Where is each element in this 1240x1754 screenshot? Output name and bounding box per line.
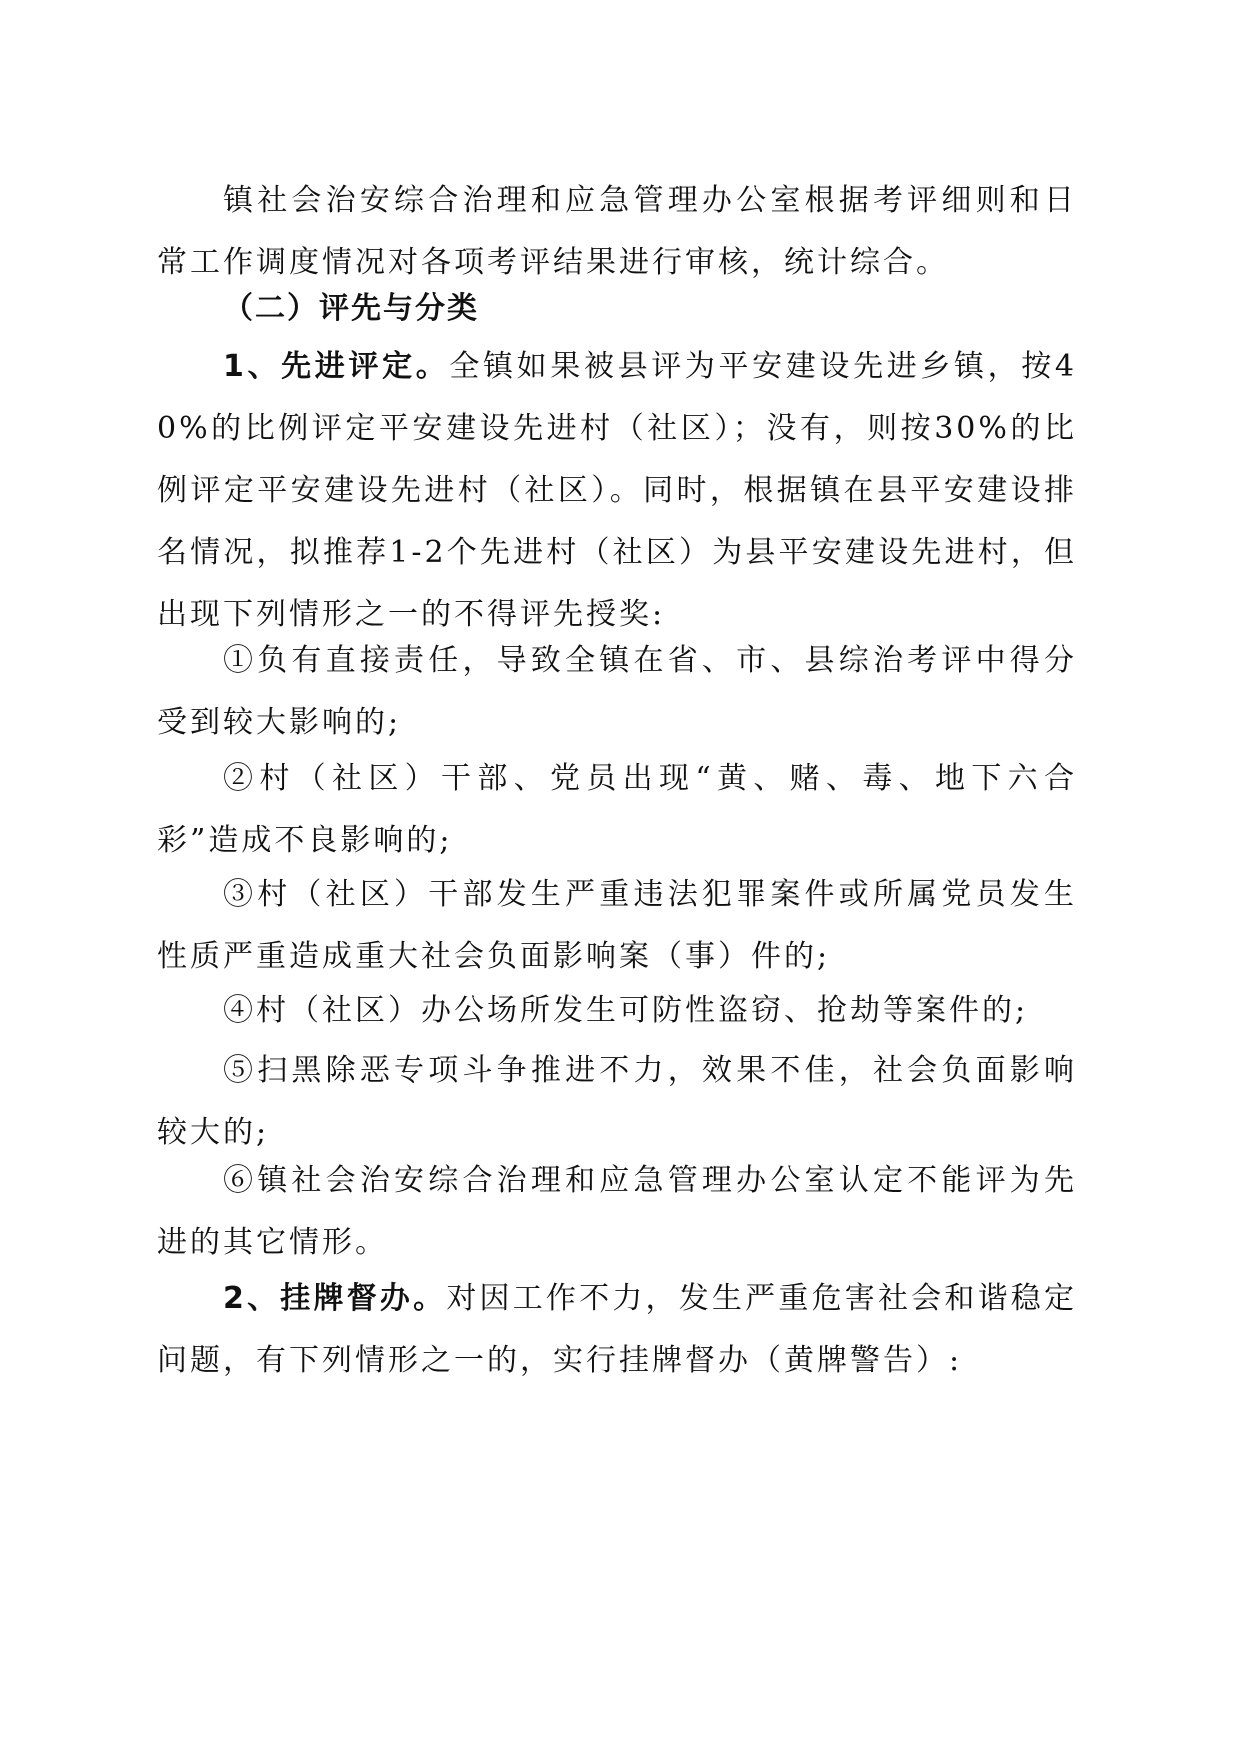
list-item-3 — [157, 864, 1077, 988]
paragraph-advanced-evaluation-lead: 1、先进评定。 — [223, 349, 450, 384]
paragraph-supervision-body: 对因工作不力，发生严重危害社会和谐稳定问题，有下列情形之一的，实行挂牌督办（黄牌警告）: — [157, 1281, 1078, 1378]
section-heading-evaluation: （二）评先与分类 — [223, 291, 479, 326]
paragraph-supervision — [157, 1268, 1077, 1392]
list-item-4-text: ④村（社区）办公场所发生可防性盗窃、抢劫等案件的; — [223, 993, 1029, 1028]
list-item-1-text: ①负有直接责任，导致全镇在省、市、县综治考评中得分受到较大影响的; — [157, 643, 1077, 740]
list-item-2 — [157, 748, 1077, 872]
paragraph-review — [157, 170, 1077, 294]
list-item-4 — [157, 980, 1077, 1042]
list-item-5-text: ⑤扫黑除恶专项斗争推进不力，效果不佳，社会负面影响较大的; — [157, 1053, 1077, 1150]
list-item-5 — [157, 1040, 1077, 1164]
paragraph-review-text: 镇社会治安综合治理和应急管理办公室根据考评细则和日常工作调度情况对各项考评结果进行审核，统计综合。 — [157, 183, 1077, 280]
list-item-3-text: ③村（社区）干部发生严重违法犯罪案件或所属党员发生性质严重造成重大社会负面影响案（事）件的; — [157, 877, 1077, 974]
list-item-1 — [157, 630, 1077, 754]
list-item-6 — [157, 1150, 1077, 1274]
paragraph-supervision-lead: 2、挂牌督办。 — [223, 1281, 447, 1316]
list-item-2-text: ②村（社区）干部、党员出现“黄、赌、毒、地下六合彩”造成不良影响的; — [157, 761, 1077, 858]
list-item-6-text: ⑥镇社会治安综合治理和应急管理办公室认定不能评为先进的其它情形。 — [157, 1163, 1077, 1260]
paragraph-advanced-evaluation-body: 全镇如果被县评为平安建设先进乡镇，按40%的比例评定平安建设先进村（社区）；没有，则按30%的比例评定平安建设先进村（社区）。同时，根据镇在县平安建设排名情况，拟推荐1-2个先进村（社区）为县平安建设先进村，但出现下列情形之一的不得评先授奖: — [157, 349, 1078, 632]
paragraph-advanced-evaluation — [157, 336, 1077, 646]
